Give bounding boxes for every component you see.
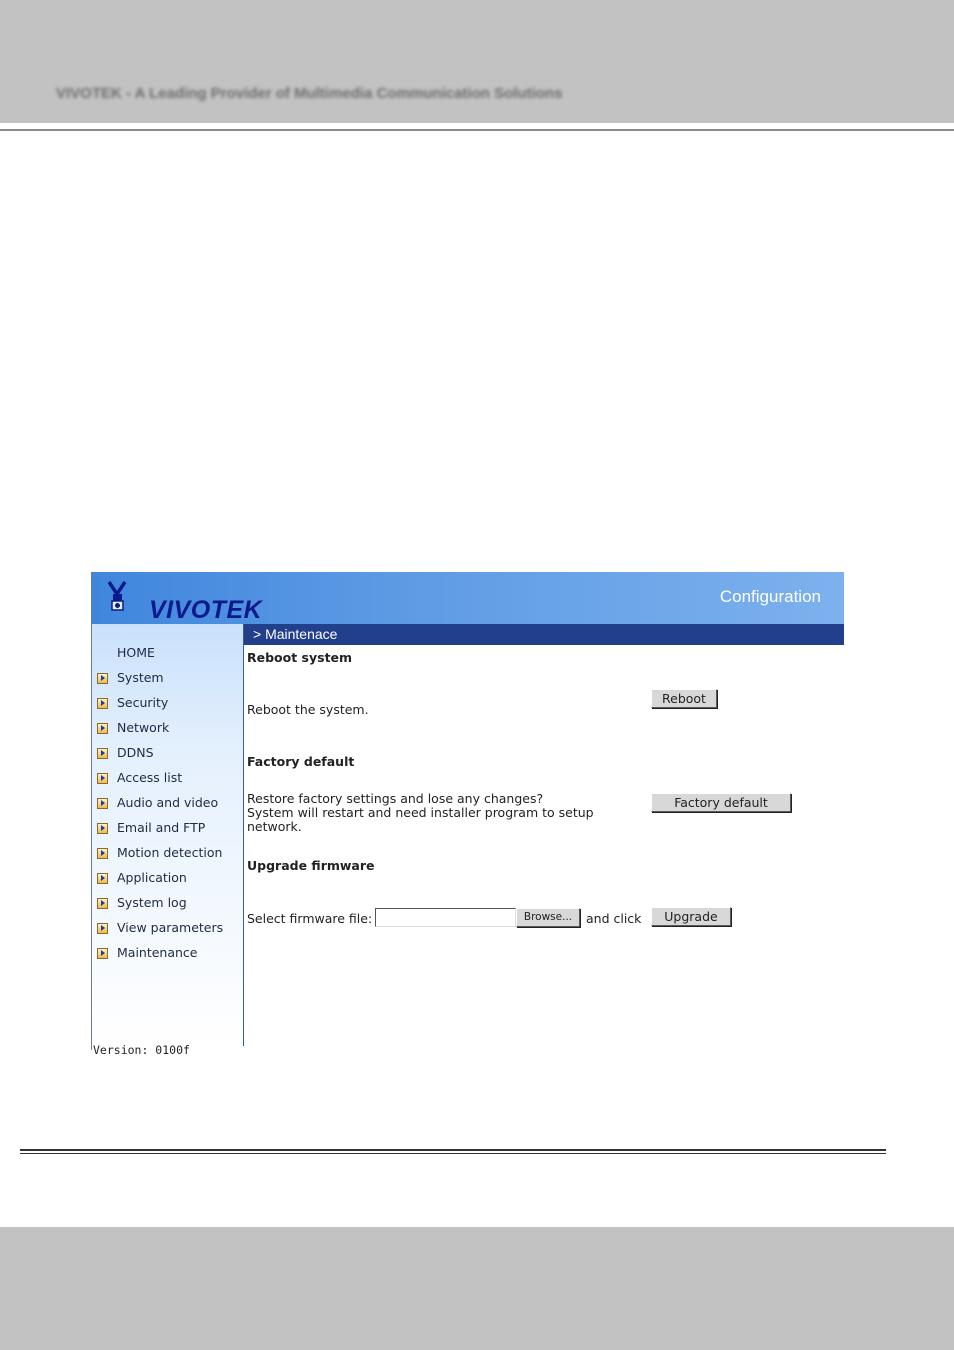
- sidebar-item-label: View parameters: [117, 919, 224, 935]
- footer-rule: [20, 1153, 886, 1154]
- sidebar-item-motion-detection[interactable]: [97, 843, 222, 861]
- firmware-file-label: Select firmware file:: [247, 911, 373, 926]
- sidebar-item-label: Access list: [117, 769, 183, 785]
- sidebar-item-ddns[interactable]: [97, 743, 154, 761]
- arrow-bullet-icon: [97, 698, 108, 709]
- factory-default-button[interactable]: Factory default: [651, 793, 791, 812]
- section-header: [244, 624, 844, 645]
- sidebar-item-label: HOME: [117, 644, 155, 660]
- top-banner: [91, 572, 844, 624]
- sidebar-item-label: Application: [117, 869, 187, 885]
- sidebar-item-view-parameters[interactable]: [97, 918, 223, 936]
- arrow-bullet-icon: [97, 823, 108, 834]
- arrow-bullet-icon: [97, 723, 108, 734]
- sidebar-item-system[interactable]: [97, 668, 164, 686]
- arrow-bullet-icon: [97, 773, 108, 784]
- sidebar-item-label: DDNS: [117, 744, 154, 760]
- sidebar-item-label: Security: [117, 694, 169, 710]
- firmware-file-input[interactable]: [375, 908, 516, 927]
- and-click-label: and click: [586, 911, 642, 926]
- factory-description-line: network.: [247, 819, 302, 834]
- reboot-heading: Reboot system: [247, 650, 353, 665]
- page-footer: [0, 1227, 954, 1350]
- arrow-bullet-icon: [97, 873, 108, 884]
- sidebar-item-audio-video[interactable]: [97, 793, 218, 811]
- sidebar-item-email-ftp[interactable]: [97, 818, 205, 836]
- upgrade-button[interactable]: Upgrade: [651, 907, 731, 926]
- sidebar-item-network[interactable]: [97, 718, 169, 736]
- header-rule: [0, 129, 954, 131]
- sidebar-item-access-list[interactable]: [97, 768, 182, 786]
- factory-description-line: Restore factory settings and lose any changes?: [247, 791, 544, 806]
- arrow-bullet-icon: [97, 923, 108, 934]
- page-title: Configuration: [719, 587, 821, 606]
- arrow-bullet-icon: [97, 798, 108, 809]
- arrow-bullet-icon: [97, 673, 108, 684]
- upgrade-heading: Upgrade firmware: [247, 858, 375, 873]
- sidebar-item-label: Audio and video: [117, 794, 219, 810]
- sidebar-item-system-log[interactable]: [97, 893, 187, 911]
- sidebar-item-security[interactable]: [97, 693, 168, 711]
- camera-logo-icon: [105, 580, 145, 618]
- sidebar-item-home[interactable]: [97, 643, 155, 661]
- page-header: [0, 0, 954, 123]
- section-title: > Maintenace: [253, 626, 338, 642]
- sidebar: [92, 624, 243, 1057]
- arrow-bullet-icon: [97, 748, 108, 759]
- reboot-description: Reboot the system.: [247, 702, 369, 717]
- sidebar-item-label: Motion detection: [117, 844, 223, 860]
- factory-description-line: System will restart and need installer program to setup: [247, 805, 594, 820]
- sidebar-item-application[interactable]: [97, 868, 187, 886]
- brand-name: VIVOTEK: [149, 596, 263, 624]
- sidebar-divider: [243, 624, 244, 1046]
- sidebar-item-maintenance[interactable]: [97, 943, 198, 961]
- footer-rule: [20, 1149, 886, 1151]
- page-tagline: VIVOTEK - A Leading Provider of Multimedia Communication Solutions: [56, 85, 563, 102]
- sidebar-item-label: System: [117, 669, 164, 685]
- arrow-bullet-icon: [97, 848, 108, 859]
- config-window: [91, 572, 844, 1057]
- arrow-bullet-icon: [97, 948, 108, 959]
- firmware-version: Version: 0100f: [93, 1043, 190, 1057]
- arrow-bullet-icon: [97, 898, 108, 909]
- sidebar-item-label: Email and FTP: [117, 819, 206, 835]
- browse-button[interactable]: Browse...: [516, 908, 580, 927]
- reboot-button[interactable]: Reboot: [651, 689, 717, 708]
- factory-description: [247, 792, 594, 834]
- vivotek-logo: [105, 580, 263, 624]
- sidebar-item-label: System log: [117, 894, 187, 910]
- factory-heading: Factory default: [247, 754, 355, 769]
- sidebar-item-label: Maintenance: [117, 944, 198, 960]
- sidebar-item-label: Network: [117, 719, 170, 735]
